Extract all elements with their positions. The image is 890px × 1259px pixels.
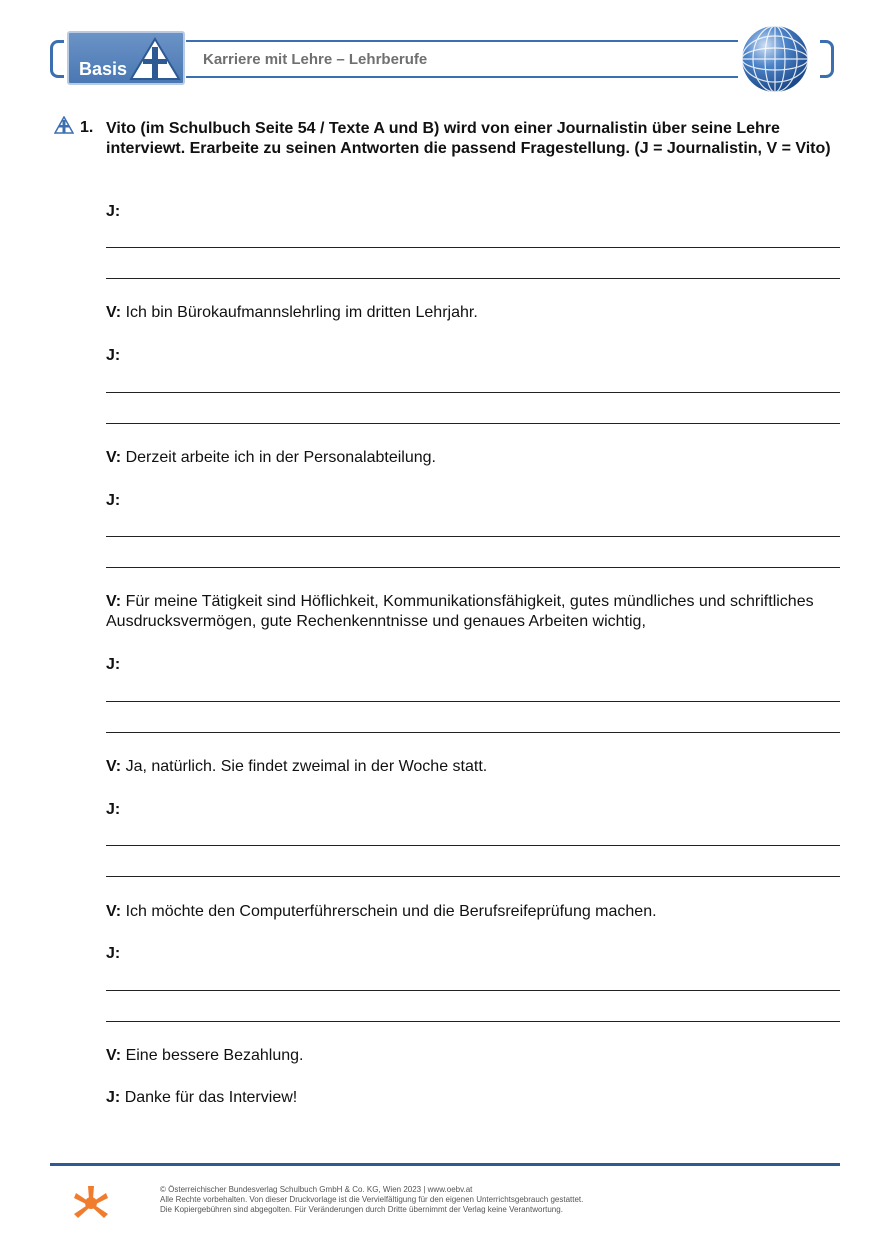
answer-line — [106, 990, 840, 991]
answer-line — [106, 567, 840, 568]
answer-line — [106, 845, 840, 846]
answer-line — [106, 247, 840, 248]
task-number: 1. — [80, 119, 94, 136]
vito-answer: V: Eine bessere Bezahlung. — [106, 1047, 304, 1064]
basis-logo — [67, 31, 185, 85]
footer-line-2: Alle Rechte vorbehalten. Von dieser Druckvorlage ist die Vervielfältigung für den eigenen Unterrichtsgebrauch gestattet. — [160, 1195, 584, 1204]
globe-icon — [740, 24, 810, 94]
journalist-question-label: J: — [106, 203, 121, 220]
footer-line-3: Die Kopiergebühren sind abgegolten. Für Veränderungen durch Dritte übernimmt der Verlag keine Verantwortung. — [160, 1205, 563, 1214]
basis-logo-label: Basis — [79, 59, 128, 79]
pyramid-icon — [129, 37, 181, 81]
answer-line — [106, 1021, 840, 1022]
answer-line — [106, 423, 840, 424]
task-pyramid-icon — [54, 116, 74, 134]
journalist-closing: J: Danke für das Interview! — [106, 1089, 298, 1106]
journalist-question-label: J: — [106, 492, 121, 509]
header-top-rule — [186, 40, 738, 42]
task-instruction: Vito (im Schulbuch Seite 54 / Texte A und B) wird von einer Journalistin über seine Lehre interviewt. Erarbeite zu seinen Antworten die passend Fragestellung. (J = Journalistin, V = Vito) — [106, 120, 831, 157]
answer-line — [106, 392, 840, 393]
header-bottom-rule — [186, 76, 738, 78]
journalist-question-label: J: — [106, 801, 121, 818]
journalist-question-label: J: — [106, 945, 121, 962]
vito-answer: V: Derzeit arbeite ich in der Personalabteilung. — [106, 449, 436, 466]
answer-line — [106, 536, 840, 537]
answer-line — [106, 701, 840, 702]
vito-answer: V: Ich möchte den Computerführerschein und die Berufsreifeprüfung machen. — [106, 903, 657, 920]
header-bracket-right — [820, 40, 834, 78]
header-bracket-left — [50, 40, 64, 78]
publisher-logo-icon — [72, 1184, 110, 1222]
footer-copyright — [160, 1185, 583, 1215]
answer-line — [106, 876, 840, 877]
journalist-question-label: J: — [106, 656, 121, 673]
footer-line-1: © Österreichischer Bundesverlag Schulbuch GmbH & Co. KG, Wien 2023 | www.oebv.at — [160, 1185, 473, 1194]
page-title: Karriere mit Lehre – Lehrberufe — [203, 51, 428, 68]
vito-answer: V: Ich bin Bürokaufmannslehrling im dritten Lehrjahr. — [106, 304, 478, 321]
vito-answer: V: Für meine Tätigkeit sind Höflichkeit, Kommunikationsfähigkeit, gutes mündliches und schriftliches Ausdrucksvermögen, gute Rechenkenntnisse und genaues Arbeiten wichtig, — [106, 593, 814, 630]
footer-rule — [50, 1163, 840, 1166]
answer-line — [106, 278, 840, 279]
answer-line — [106, 732, 840, 733]
vito-answer: V: Ja, natürlich. Sie findet zweimal in der Woche statt. — [106, 758, 488, 775]
journalist-question-label: J: — [106, 347, 121, 364]
